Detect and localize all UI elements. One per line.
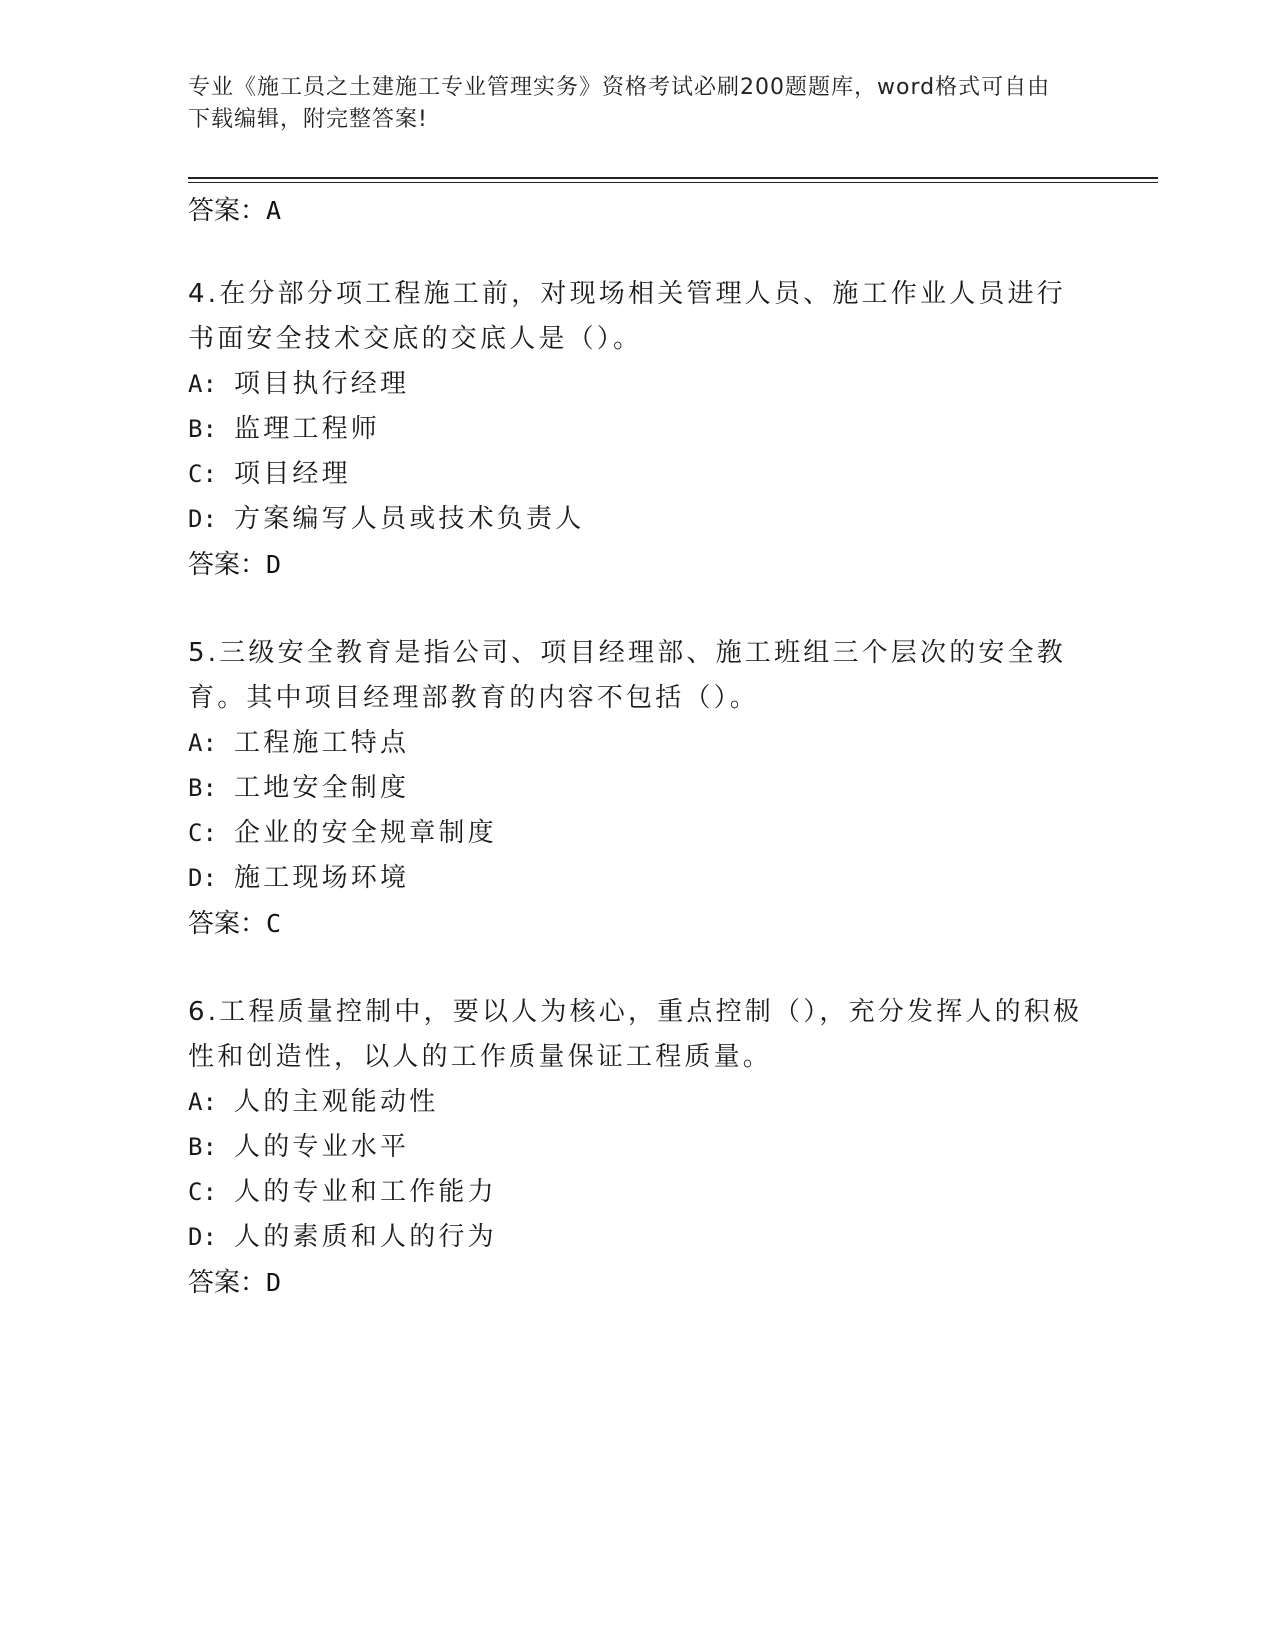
option-key: B: bbox=[188, 415, 217, 443]
answer-value: C bbox=[266, 909, 282, 938]
option-text: 项目执行经理 bbox=[234, 369, 410, 399]
answer-label: 答案： bbox=[188, 1268, 267, 1298]
answer-value: D bbox=[266, 1268, 282, 1297]
answer-label: 答案： bbox=[188, 196, 267, 226]
option-text: 项目经理 bbox=[234, 459, 351, 489]
header-divider-thin bbox=[188, 182, 1158, 183]
option-text: 人的主观能动性 bbox=[234, 1087, 439, 1117]
option-text: 施工现场环境 bbox=[234, 863, 410, 893]
option-a bbox=[188, 1080, 1088, 1125]
option-a bbox=[188, 721, 1088, 766]
option-d bbox=[188, 856, 1088, 901]
option-key: C: bbox=[188, 460, 217, 488]
question-list bbox=[188, 186, 1088, 1305]
question-answer bbox=[188, 1260, 1088, 1305]
option-a bbox=[188, 362, 1088, 407]
question-item bbox=[188, 631, 1088, 946]
answer-label: 答案： bbox=[188, 909, 267, 939]
option-text: 人的专业和工作能力 bbox=[234, 1177, 497, 1207]
question-stem: 4.在分部分项工程施工前，对现场相关管理人员、施工作业人员进行书面安全技术交底的交底人是（）。 bbox=[188, 279, 1067, 354]
option-b bbox=[188, 766, 1088, 811]
option-key: C: bbox=[188, 819, 217, 847]
option-key: B: bbox=[188, 1133, 217, 1161]
option-key: C: bbox=[188, 1178, 217, 1206]
option-c bbox=[188, 1170, 1088, 1215]
option-key: A: bbox=[188, 1088, 217, 1116]
answer-label: 答案： bbox=[188, 550, 267, 580]
question-answer bbox=[188, 901, 1088, 946]
page-header: 专业《施工员之土建施工专业管理实务》资格考试必刷200题题库，word格式可自由下载编辑，附完整答案! bbox=[188, 75, 1051, 132]
option-b bbox=[188, 407, 1088, 452]
question-item bbox=[188, 990, 1088, 1305]
option-c bbox=[188, 452, 1088, 497]
option-text: 方案编写人员或技术负责人 bbox=[234, 504, 585, 534]
question-stem: 6.工程质量控制中，要以人为核心，重点控制（），充分发挥人的积极性和创造性，以人的工作质量保证工程质量。 bbox=[188, 997, 1083, 1072]
option-key: D: bbox=[188, 1223, 217, 1251]
option-c bbox=[188, 811, 1088, 856]
option-text: 企业的安全规章制度 bbox=[234, 818, 497, 848]
option-text: 人的素质和人的行为 bbox=[234, 1222, 497, 1252]
option-key: B: bbox=[188, 774, 217, 802]
previous-answer bbox=[188, 194, 1088, 228]
option-text: 工程施工特点 bbox=[234, 728, 410, 758]
question-item bbox=[188, 272, 1088, 587]
answer-value: A bbox=[266, 196, 282, 225]
option-d bbox=[188, 1215, 1088, 1260]
option-key: D: bbox=[188, 864, 217, 892]
question-stem: 5.三级安全教育是指公司、项目经理部、施工班组三个层次的安全教育。其中项目经理部教育的内容不包括（）。 bbox=[188, 638, 1067, 713]
option-text: 人的专业水平 bbox=[234, 1132, 410, 1162]
option-text: 工地安全制度 bbox=[234, 773, 410, 803]
option-key: A: bbox=[188, 729, 217, 757]
option-text: 监理工程师 bbox=[234, 414, 381, 444]
question-answer bbox=[188, 542, 1088, 587]
option-key: A: bbox=[188, 370, 217, 398]
option-key: D: bbox=[188, 505, 217, 533]
option-d bbox=[188, 497, 1088, 542]
header-divider bbox=[188, 177, 1158, 179]
option-b bbox=[188, 1125, 1088, 1170]
answer-value: D bbox=[266, 550, 282, 579]
